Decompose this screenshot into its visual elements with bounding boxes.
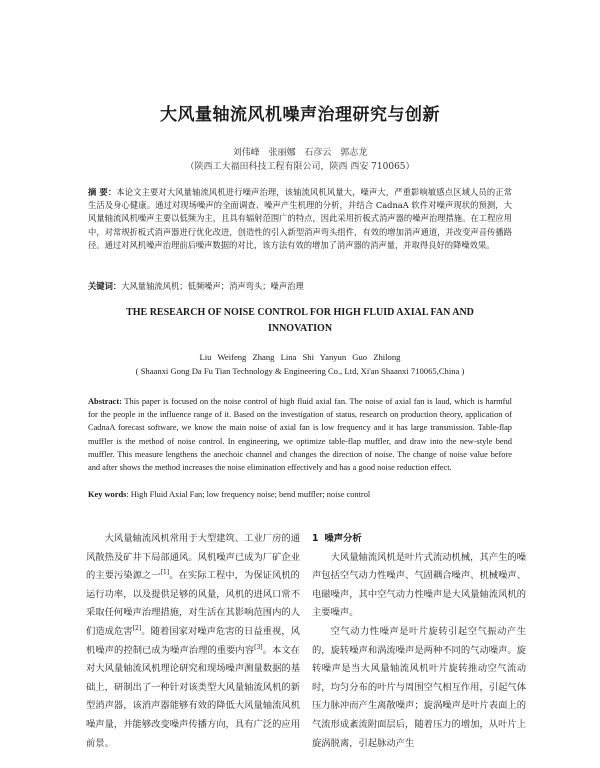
chinese-keywords-text: 大风量轴流风机；低频噪声；消声弯头；噪声治理: [121, 281, 304, 291]
intro-text-part-1: 大风量轴流风机常用于大型建筑、工业厂房的通风散热及矿井下局部通风。风机噪声已成为厂矿企业的主要污染源之一: [86, 533, 300, 582]
chinese-keywords-label: 关键词：: [88, 281, 122, 291]
chinese-keywords: [88, 280, 512, 293]
english-keywords-label: Key words: [88, 490, 127, 499]
section-1-title: 噪声分析: [324, 533, 362, 544]
english-keywords: [88, 488, 512, 501]
english-abstract-label: Abstract:: [88, 397, 122, 406]
chinese-abstract-text: 本论文主要对大风量轴流风机进行噪声治理，该轴流风机风量大，噪声大，严重影响敏感点区域人员的正常生活及身心健康。通过对现场噪声的全面调查、噪声产生机理的分析，并结合 CadnaA 软件对噪声现状的预测，大风量轴流风机噪声主要以低频为主，且具有辐射范围广的特点，因此采用折板式消声器的噪声治理措施。在工程应用中，对常规折板式消声器进行优化改进，创造性的引入新型消声弯头组件，有效的增加消声通道，并改变声音传播路径。通过对风机噪声治理前后噪声数据的对比，该方法有效的增加了消声器的消声量，并取得良好的降噪效果。: [88, 187, 512, 250]
chinese-title: 大风量轴流风机噪声治理研究与创新: [160, 105, 440, 125]
chinese-abstract: [88, 186, 512, 252]
english-abstract: [88, 395, 512, 474]
body-right-column: [312, 530, 526, 753]
reference-2: [2]: [132, 624, 142, 632]
english-authors: Liu Weifeng Zhang Lina Shi Yanyun Guo Zhilong: [199, 352, 401, 362]
body-left-column: [86, 530, 300, 753]
intro-text-part-2: 。在实际工程中，为保证风机的运行功率，以及提供足够的风量，风机的进风口常不采取任何噪声治理措施，对生活在其影响范围内的人们造成危害: [86, 570, 300, 637]
section-1-paragraph-2: 空气动力性噪声是叶片旋转引起空气振动产生的，旋转噪声和涡流噪声是两种不同的气动噪声。旋转噪声是当大风量轴流风机叶片旋转推动空气流动时，均匀分布的叶片与周围空气相互作用，引起气体压力脉冲而产生离散噪声；旋涡噪声是叶片表面上的气流形成紊流附面层后，随着压力的增加，从叶片上旋涡脱离，引起脉动产生: [312, 625, 526, 749]
section-1-paragraph-1: 大风量轴流风机是叶片式流动机械，其产生的噪声包括空气动力性噪声、气固耦合噪声、机械噪声、电磁噪声，其中空气动力性噪声是大风量轴流风机的主要噪声。: [312, 551, 526, 619]
reference-1: [1]: [160, 569, 170, 577]
chinese-affiliation: （陕西工大福田科技工程有限公司，陕西 西安 710065）: [185, 162, 415, 172]
intro-text-part-4: 。本文在对大风量轴流风机理论研究和现场噪声测量数据的基础上，研制出了一种针对该类型大风量轴流风机的新型消声器，该消声器能够有效的降低大风量轴流风机噪声量，并能够改变噪声传播方向，具有广泛的应用前景。: [86, 644, 300, 749]
english-affiliation: ( Shaanxi Gong Da Fu Tian Technology & Engineering Co., Ltd, Xi'an Shaanxi 710065,China ): [135, 366, 465, 376]
reference-3: [3]: [254, 643, 263, 651]
section-1-heading: [312, 530, 526, 549]
chinese-abstract-label: 摘 要：: [88, 187, 117, 197]
intro-text-part-3: 。随着国家对噪声危害的日益重视，风机噪声的控制已成为噪声治理的重要内容: [86, 625, 300, 656]
english-abstract-text: This paper is focused on the noise control of high fluid axial fan. The noise of axial fan is laud, which is harmful for the people in the influence range of it. Based on the investigation of status, research on production theory, application of CadnaA forecast software, we know the main noise of axial fan is low frequency and it has large transmission. Table-flap muffler is the method of noise control. In engineering, we optimize table-flap muffler, and draw into the new-style bend muffler. This measure lengthens the anechoic channel and changes the direction of noise. The change of noise value before and after shows the method increases the noise elimination effectively and has a good noise reduction effect.: [88, 397, 512, 473]
english-keywords-text: : High Fluid Axial Fan; low frequency noise; bend muffler; noise control: [126, 490, 371, 499]
english-title: THE RESEARCH OF NOISE CONTROL FOR HIGH FLUID AXIAL FAN AND INNOVATION: [126, 307, 474, 334]
section-1-number: 1: [312, 533, 319, 544]
intro-paragraph: [86, 530, 300, 753]
chinese-authors: 刘伟峰 张丽娜 石彦云 郭志龙: [232, 148, 368, 158]
